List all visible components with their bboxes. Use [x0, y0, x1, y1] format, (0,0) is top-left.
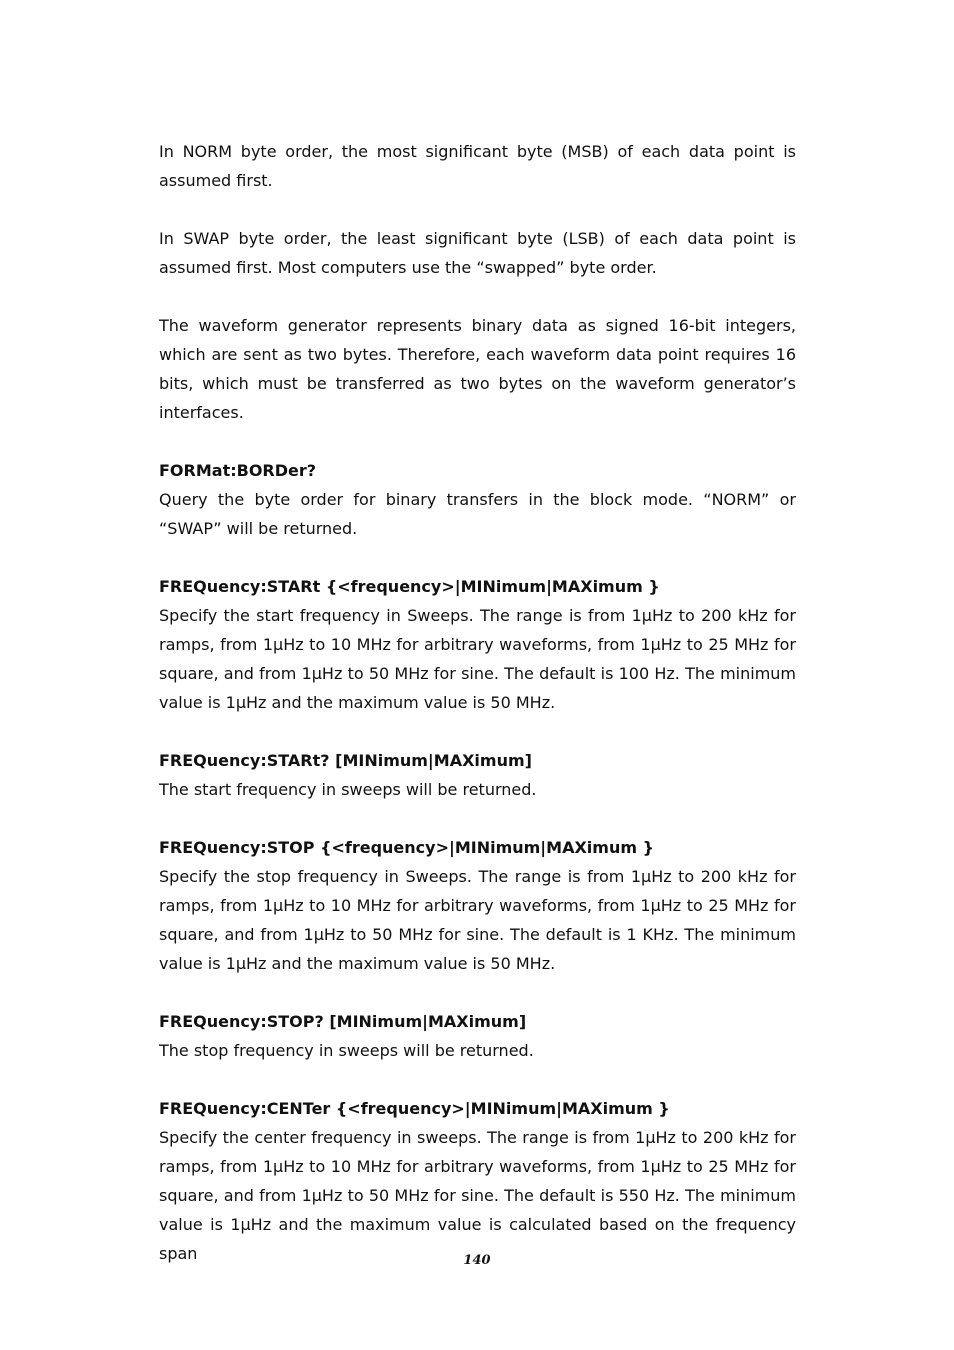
command-entry-frequency-stop: [159, 833, 796, 978]
command-syntax: FORMat:BORDer?: [159, 461, 317, 480]
command-entry-frequency-stop-query: [159, 1007, 796, 1065]
command-entry-frequency-start: [159, 572, 796, 717]
command-entry-frequency-center: [159, 1094, 796, 1268]
command-syntax: FREQuency:STOP {<frequency>|MINimum|MAXimum }: [159, 838, 654, 857]
command-syntax: FREQuency:STOP? [MINimum|MAXimum]: [159, 1012, 527, 1031]
page-body: [159, 137, 796, 1268]
intro-paragraph-binary: The waveform generator represents binary data as signed 16-bit integers, which are sent as two bytes. Therefore, each waveform data point requires 16 bits, which must be transferred as two bytes on the waveform generator’s interfaces.: [159, 316, 796, 422]
intro-paragraph-norm: In NORM byte order, the most significant byte (MSB) of each data point is assumed first.: [159, 142, 796, 190]
command-entry-frequency-start-query: [159, 746, 796, 804]
command-description: The start frequency in sweeps will be returned.: [159, 780, 537, 799]
intro-paragraph-swap: In SWAP byte order, the least significant byte (LSB) of each data point is assumed first. Most computers use the “swapped” byte order.: [159, 229, 796, 277]
command-syntax: FREQuency:STARt {<frequency>|MINimum|MAXimum }: [159, 577, 660, 596]
command-syntax: FREQuency:STARt? [MINimum|MAXimum]: [159, 751, 532, 770]
command-description: The stop frequency in sweeps will be returned.: [159, 1041, 534, 1060]
command-description: Specify the start frequency in Sweeps. The range is from 1μHz to 200 kHz for ramps, from 1μHz to 10 MHz for arbitrary waveforms, from 1μHz to 25 MHz for square, and from 1μHz to 50 MHz for sine. The default is 100 Hz. The minimum value is 1μHz and the maximum value is 50 MHz.: [159, 606, 796, 712]
command-entry-format-border-query: [159, 456, 796, 543]
page-number: 140: [463, 1253, 491, 1268]
command-description: Query the byte order for binary transfers in the block mode. “NORM” or “SWAP” will be returned.: [159, 490, 796, 538]
command-description: Specify the center frequency in sweeps. The range is from 1μHz to 200 kHz for ramps, from 1μHz to 10 MHz for arbitrary waveforms, from 1μHz to 25 MHz for square, and from 1μHz to 50 MHz for sine. The default is 550 Hz. The minimum value is 1μHz and the maximum value is calculated based on the frequency span: [159, 1128, 796, 1263]
command-syntax: FREQuency:CENTer {<frequency>|MINimum|MAXimum }: [159, 1099, 670, 1118]
command-description: Specify the stop frequency in Sweeps. The range is from 1μHz to 200 kHz for ramps, from 1μHz to 10 MHz for arbitrary waveforms, from 1μHz to 25 MHz for square, and from 1μHz to 50 MHz for sine. The default is 1 KHz. The minimum value is 1μHz and the maximum value is 50 MHz.: [159, 867, 796, 973]
